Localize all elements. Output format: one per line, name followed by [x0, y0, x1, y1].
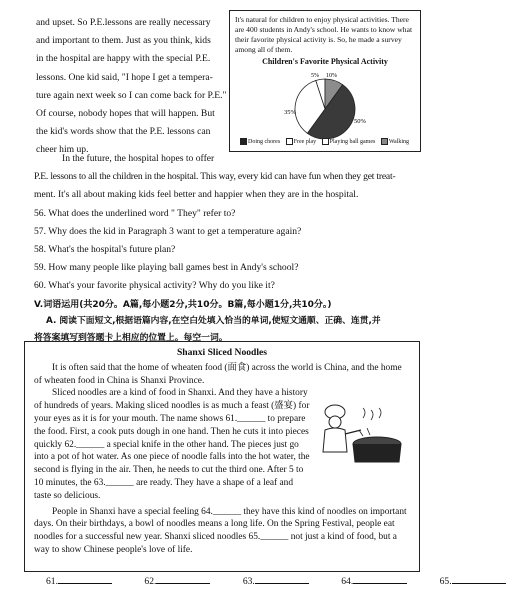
- legend-label: Walking: [388, 139, 410, 145]
- answer-label: 65.: [439, 576, 452, 587]
- answer-label: 61.: [46, 576, 58, 587]
- chart-legend: [240, 137, 413, 147]
- text-line: lessons. One kid said, "I hope I get a tempera-: [36, 71, 213, 83]
- text-line: A. 阅读下面短文,根据语篇内容,在空白处填入恰当的单词,使短文通顺、正确、连贯,并: [46, 316, 381, 326]
- legend-label: Free play: [293, 139, 317, 145]
- legend-item: [381, 139, 409, 145]
- survey-box: [229, 10, 421, 152]
- text-line: P.E. lessons to all the children in the hospital. This way, every kid can have fun when they get treat-: [34, 171, 396, 182]
- pie-label: 35%: [284, 109, 296, 116]
- chart-title: Children's Favorite Physical Activity: [262, 57, 388, 66]
- text-line: and important to them. Just as you think, kids: [36, 35, 211, 47]
- question-59: 59. How many people like playing ball games best in Andy's school?: [34, 262, 299, 273]
- answer-label: 63.: [242, 576, 255, 587]
- reading-paragraph-left: [36, 14, 228, 160]
- text-line: ture again next week so I can come back for P.E.": [36, 89, 227, 101]
- answer-62[interactable]: [144, 575, 210, 587]
- survey-intro: It's natural for children to enjoy physical activities. There are 400 students in Andy's school. He wants to know what their favorite physical activity is. So, he made a survey among all of them.: [235, 15, 413, 54]
- pie-label: 50%: [354, 118, 366, 125]
- text-line: the kid's words show that the P.E. lessons can: [36, 126, 211, 138]
- legend-item: [240, 139, 280, 145]
- text-line: cheer him up.: [36, 144, 89, 156]
- question-56: 56. What does the underlined word " They" refer to?: [34, 208, 236, 219]
- text-line: ment. It's all about making kids feel better and happier when they are in the hospital.: [34, 189, 359, 200]
- paragraph-future-rest: [34, 168, 430, 204]
- answer-blanks: [46, 575, 506, 587]
- legend-item: [286, 139, 317, 145]
- legend-item: [322, 139, 376, 145]
- text-line: Of course, nobody hopes that will happen. But: [36, 108, 215, 120]
- text-line: 将答案填写到答题卡上相应的位置上。每空一词。: [34, 333, 228, 343]
- question-57: 57. Why does the kid in Paragraph 3 want to get a temperature again?: [34, 226, 302, 237]
- chef-illustration: [315, 400, 411, 470]
- answer-label: 62.: [144, 576, 157, 587]
- pie-label: 5%: [311, 73, 319, 79]
- question-58: 58. What's the hospital's future plan?: [34, 244, 176, 255]
- question-list: [34, 205, 430, 295]
- passage-paragraph: Sliced noodles are a kind of food in Shanxi. And they have a history of hundreds of years. Making sliced noodles is as much a feast (盛宴) for your eyes as it is for your mouth. The name shows 61.______ to prepare the food. First, a cook puts dough in one hand. Then he cuts it into pieces quickly 62.______ a special knife in the other hand. The pieces just go into a pot of hot water. As one piece of noodle falls into the hot water, the second is flying in the air. Then, he needs to cut the third one. After 5 to 10 minutes, the 63.______ are ready. They have a shape of a leaf and taste so delicious.: [34, 388, 310, 501]
- passage-title: Shanxi Sliced Noodles: [176, 347, 268, 358]
- text-line: in the hospital are happy with the special P.E.: [36, 53, 211, 65]
- answer-63[interactable]: [243, 575, 309, 587]
- paragraph-future: In the future, the hospital hopes to offer: [62, 153, 215, 164]
- answer-65[interactable]: [440, 575, 506, 587]
- text-line: and upset. So P.E.lessons are really necessary: [36, 17, 211, 28]
- passage-box: [24, 341, 420, 572]
- legend-label: Doing chores: [248, 139, 281, 145]
- answer-64[interactable]: [341, 575, 407, 587]
- passage-paragraph: People in Shanxi have a special feeling 64.______ they have this kind of noodles on important days. On their birthdays, a bowl of noodles means a long life. On the Spring Festival, people eat noodles for a successful new year. Shanxi sliced noodles 65.______ not just a kind of food, but a way to show Chinese people's love of life.: [34, 506, 407, 555]
- pie-label: 10%: [326, 73, 337, 79]
- section-v-heading: V.词语运用(共20分。A篇,每小题2分,共10分。B篇,每小题1分,共10分。): [34, 300, 332, 310]
- answer-61[interactable]: [46, 575, 112, 587]
- question-60: 60. What's your favorite physical activity? Why do you like it?: [34, 280, 275, 291]
- answer-label: 64.: [341, 576, 354, 587]
- legend-label: Playing ball games: [329, 139, 376, 145]
- passage-paragraph: It is often said that the home of wheaten food (面食) across the world is China, and the home of wheaten food in China is Shanxi Province.: [34, 362, 402, 386]
